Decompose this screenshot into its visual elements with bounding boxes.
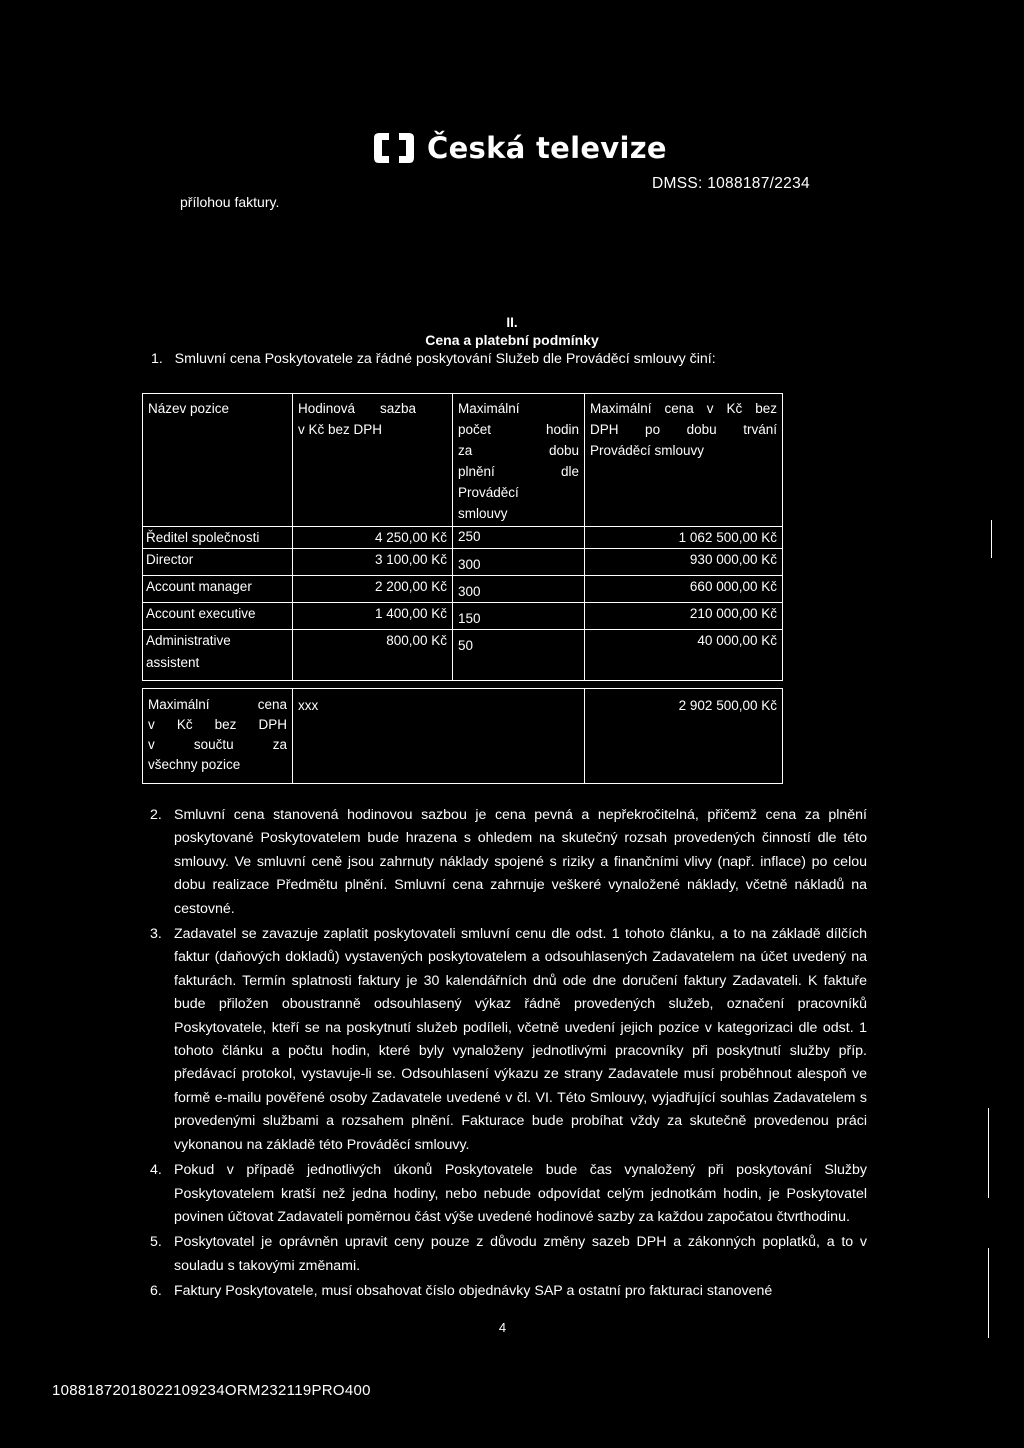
article-title: Cena a platební podmínky — [425, 332, 599, 348]
paragraph-number: 2. — [150, 807, 162, 823]
paragraph-number: 3. — [150, 926, 162, 943]
header-hourly-rate: Hodinová sazba v Kč bez DPH — [293, 394, 453, 527]
paragraph-text: Faktury Poskytovatele, musí obsahovat číslo objednávky SAP a ostatní pro fakturaci stanovené — [174, 1283, 773, 1300]
table-row: Account executive 1 400,00 Kč 150 210 000,00 Kč — [143, 603, 783, 630]
article-number: II. — [506, 315, 518, 330]
header-position-name: Název pozice — [143, 394, 293, 527]
paragraph-text: Poskytovatel je oprávněn upravit ceny pouze z důvodu změny sazeb DPH a zákonných poplatků, a to v souladu s takovými změnami. — [174, 1234, 867, 1274]
summary-label: Maximální cena v Kč bez DPH v součtu za všechny pozice — [143, 689, 293, 784]
dmss-reference: DMSS: 1088187/2234 — [652, 175, 810, 192]
table-row: Ředitel společnosti 4 250,00 Kč 250 1 062 500,00 Kč — [143, 527, 783, 549]
paragraph-text: Zadavatel se zavazuje zaplatit poskytovateli smluvní cenu dle odst. 1 tohoto článku, a to na základě dílčích faktur (daňových dokladů) vystavených poskytovatelem a odsouhlasených Zadavatelem na účet uvedený na fakturách. Termín splatnosti faktury je 30 kalendářních dnů ode dne doručení faktury Zadavateli. K faktuře bude přiložen oboustranně odsouhlasený výkaz řádně provedených služeb, označení pracovníků Poskytovatele, kteří se na poskytnutí služeb podíleli, včetně uvedení jejich pozice v kategorizaci dle odst. 1 tohoto článku a počtu hodin, které byly vynaloženy jednotlivými pracovníky při poskytnutí služby příp. předávací protokol, vystavuje-li se. Odsouhlasení výkazu ze strany Zadavatele musí proběhnout alespoň ve formě e-mailu pověřené osoby Zadavatele uvedené v čl. VI. Této Smlouvy, vyjadřující souhlas Zadavatelem s provedenými službami a rozsahem plnění. Fakturace bude probíhat vždy za skutečně provedenou práci vykonanou na základě této Prováděcí smlouvy. — [174, 926, 867, 1153]
table-row: Account manager 2 200,00 Kč 300 660 000,00 Kč — [143, 576, 783, 603]
paragraph-number: 4. — [150, 1162, 162, 1179]
summary-total: 2 902 500,00 Kč — [585, 689, 783, 784]
previous-page-text: přílohou faktury. — [180, 194, 280, 210]
page-number: 4 — [498, 1319, 507, 1335]
paragraph-1 — [151, 351, 716, 367]
paragraph-text: Smluvní cena stanovená hodinovou sazbou je cena pevná a nepřekročitelná, přičemž cena za plnění poskytované Poskytovatelem bude hrazena s ohledem na skutečný rozsah provedených činností dle této smlouvy. Ve smluvní ceně jsou zahrnuty náklady spojené s riziky a finančními vlivy (např. inflace) po celou dobu realizace Předmětu plnění. Smluvní cena zahrnuje veškeré vynaložené náklady, včetně nákladů na cestovné. — [174, 807, 867, 917]
header-max-hours: Maximální počet hodin za dobu plnění dle Prováděcí smlouvy — [453, 394, 585, 527]
table-row: Director 3 100,00 Kč 300 930 000,00 Kč — [143, 549, 783, 576]
paragraph-3 — [150, 923, 867, 1157]
paragraph-2 — [150, 804, 867, 921]
paragraph-6 — [150, 1280, 867, 1303]
ct-logo-mark-icon — [371, 130, 417, 166]
paragraph-number: 1. — [151, 351, 163, 367]
paragraph-4 — [150, 1159, 867, 1229]
paragraphs — [150, 804, 867, 1339]
table-header-row — [143, 394, 783, 527]
summary-row — [143, 689, 783, 784]
header-max-total: Maximální cena v Kč bez DPH po dobu trvání Prováděcí smlouvy — [585, 394, 783, 527]
paragraph-text: Smluvní cena Poskytovatele za řádné poskytování Služeb dle Prováděcí smlouvy činí: — [174, 351, 716, 367]
scan-mark — [988, 1108, 989, 1198]
table-row: Administrative assistent 800,00 Kč 50 40 000,00 Kč — [143, 630, 783, 681]
paragraph-text: Pokud v případě jednotlivých úkonů Poskytovatele bude čas vynaložený při poskytování Služby Poskytovatelem kratší než jedna hodiny, nebo nebude odpovídat celým jednotkám hodin, je Poskytovatel povinen účtovat Zadavateli poměrnou část výše uvedené hodinové sazby za každou započatou čtvrthodinu. — [174, 1162, 867, 1225]
logo-text: Česká televize — [427, 131, 667, 165]
scan-mark — [991, 520, 992, 558]
document-barcode-text: 10881872018022109234ORM232119PRO400 — [52, 1382, 371, 1399]
paragraph-number: 6. — [150, 1283, 162, 1300]
price-table — [142, 393, 783, 681]
ceska-televize-logo — [371, 130, 667, 166]
summary-middle: xxx — [293, 689, 585, 784]
summary-table — [142, 688, 783, 784]
paragraph-number: 5. — [150, 1234, 162, 1251]
scan-mark — [988, 1248, 989, 1338]
paragraph-5 — [150, 1231, 867, 1278]
